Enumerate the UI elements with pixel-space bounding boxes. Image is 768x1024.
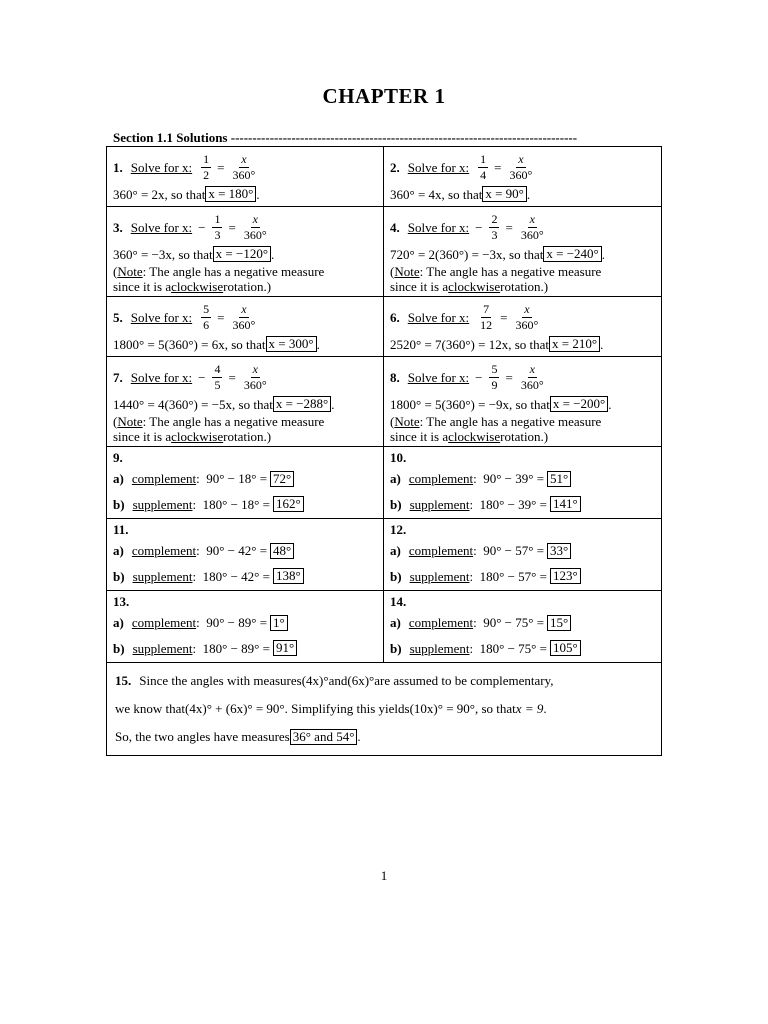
- fraction-denominator: 360°: [509, 167, 533, 182]
- boxed-answer: 48°: [270, 543, 294, 559]
- table-row: [107, 147, 661, 207]
- solution-cell: [384, 147, 661, 206]
- fraction-numerator: x: [252, 211, 258, 226]
- note-text: rotation.): [500, 429, 549, 444]
- instruction: Solve for x:: [130, 309, 193, 325]
- supplement-label: supplement: [409, 640, 470, 656]
- supplement-label: supplement: [409, 568, 470, 584]
- colon: :: [192, 568, 203, 584]
- instruction: Solve for x:: [130, 369, 193, 385]
- complement-line: [390, 609, 655, 636]
- part-label: b): [113, 496, 125, 512]
- note-text: rotation.): [223, 429, 272, 444]
- solution-cell: [384, 357, 661, 446]
- complement-expression: 90° − 89° =: [206, 615, 268, 630]
- problem-line: [113, 150, 377, 184]
- note-text: rotation.): [223, 279, 272, 294]
- fraction-right: [513, 303, 540, 332]
- solutions-table: [106, 146, 662, 756]
- fraction-denominator: 4: [480, 167, 487, 182]
- complement-expression: 90° − 39° =: [483, 471, 545, 486]
- problem-number: 8.: [390, 369, 400, 385]
- problem-number: 6.: [390, 309, 400, 325]
- fraction-left: [489, 213, 499, 242]
- complement-expression: 90° − 75° =: [483, 615, 545, 630]
- instruction: Solve for x:: [130, 159, 193, 175]
- supplement-label: supplement: [409, 496, 470, 512]
- boxed-answer: 15°: [547, 615, 571, 631]
- work-line: [113, 394, 377, 414]
- fraction-numerator: 4: [214, 361, 221, 376]
- comp-supp-cell: [107, 519, 384, 590]
- equation: (10x)° = 90°: [409, 701, 475, 716]
- boxed-answer: 141°: [550, 496, 581, 512]
- fraction-left: [212, 363, 222, 392]
- boxed-answer: 105°: [550, 640, 581, 656]
- solution-cell: [107, 147, 384, 206]
- equals-sign: =: [228, 369, 236, 385]
- problem-line: [390, 300, 655, 334]
- work-text: 360° = 4x, so that: [390, 186, 483, 202]
- solution-cell: [107, 297, 384, 356]
- fraction-denominator: 3: [491, 227, 498, 242]
- fraction-right: [519, 213, 546, 242]
- colon: :: [196, 471, 207, 486]
- complement-line: [113, 465, 377, 492]
- supplement-line: [113, 564, 377, 588]
- part-label: b): [390, 496, 402, 512]
- comp-supp-cell: [107, 447, 384, 518]
- fraction-numerator: x: [529, 361, 535, 376]
- problem-line: [113, 450, 377, 465]
- problem-line: [390, 522, 655, 537]
- solution-cell: [107, 357, 384, 446]
- problem-text: and: [328, 673, 348, 688]
- complement-line: [113, 537, 377, 564]
- solution-value: x = 9: [515, 701, 544, 716]
- note-line: [113, 414, 377, 429]
- fraction-left: [201, 303, 211, 332]
- instruction: Solve for x:: [407, 309, 470, 325]
- work-line: [113, 334, 377, 354]
- problem-text: So, the two angles have measures: [115, 729, 290, 744]
- fraction-right: [242, 363, 269, 392]
- negative-sign: −: [475, 219, 483, 235]
- open-paren: (: [113, 414, 118, 429]
- problem-text: . Simplifying this yields: [284, 701, 410, 716]
- fraction-numerator: 1: [480, 151, 487, 166]
- fraction-denominator: 360°: [520, 227, 544, 242]
- problem-line: [113, 594, 377, 609]
- supplement-expression: 180° − 18° =: [202, 496, 270, 512]
- work-text: 2520° = 7(360°) = 12x, so that: [390, 336, 550, 352]
- complement-label: complement: [131, 615, 197, 630]
- work-text: 1800° = 5(360°) = −9x, so that: [390, 396, 550, 412]
- fraction-numerator: 1: [214, 211, 221, 226]
- problem-line: [113, 360, 377, 394]
- boxed-answer: 72°: [270, 471, 294, 487]
- colon: :: [473, 543, 484, 558]
- equals-sign: =: [494, 159, 502, 175]
- boxed-answer: x = 300°: [266, 336, 317, 352]
- period: .: [608, 396, 612, 412]
- boxed-answer: x = −288°: [273, 396, 331, 412]
- note-label: Note: [117, 264, 143, 279]
- boxed-answer: 123°: [550, 568, 581, 584]
- fraction-numerator: x: [241, 301, 247, 316]
- part-label: a): [113, 543, 124, 558]
- fraction-left: [212, 213, 222, 242]
- problem-number: 1.: [113, 159, 123, 175]
- problem-line: [390, 594, 655, 609]
- boxed-answer: 91°: [273, 640, 297, 656]
- fraction-denominator: 360°: [243, 227, 267, 242]
- part-label: a): [113, 471, 124, 486]
- supplement-line: [113, 636, 377, 660]
- complement-label: complement: [131, 471, 197, 486]
- part-label: a): [390, 615, 401, 630]
- part-label: b): [113, 568, 125, 584]
- work-text: 1440° = 4(360°) = −5x, so that: [113, 396, 273, 412]
- colon: :: [469, 568, 480, 584]
- boxed-answer: x = −240°: [543, 246, 601, 262]
- fraction-denominator: 360°: [520, 377, 544, 392]
- note-label: Note: [117, 414, 143, 429]
- fraction-numerator: 1: [203, 151, 210, 166]
- fraction-numerator: 7: [483, 301, 490, 316]
- instruction: Solve for x:: [407, 159, 470, 175]
- fraction-denominator: 6: [203, 317, 210, 332]
- problem-text: we know that: [115, 701, 186, 716]
- page-number: 1: [380, 868, 388, 883]
- problem-number: 13.: [113, 594, 130, 609]
- fraction-right: [507, 153, 534, 182]
- angle-expression: (6x)°: [347, 673, 375, 688]
- boxed-answer: 33°: [547, 543, 571, 559]
- work-line: [390, 184, 655, 204]
- solution-cell: [107, 207, 384, 296]
- colon: :: [192, 496, 203, 512]
- problem-line: [115, 667, 653, 695]
- fraction-denominator: 5: [214, 377, 221, 392]
- colon: :: [473, 471, 484, 486]
- boxed-answer: x = 210°: [549, 336, 600, 352]
- table-row: [107, 447, 661, 519]
- note-underlined: clockwise: [171, 279, 224, 294]
- work-line: [113, 184, 377, 204]
- comp-supp-cell: [107, 591, 384, 662]
- problem-line: [115, 695, 653, 723]
- note-line: [390, 264, 655, 279]
- complement-line: [390, 537, 655, 564]
- complement-line: [113, 609, 377, 636]
- problem-line: [113, 210, 377, 244]
- note-text: since it is a: [390, 429, 449, 444]
- note-line: [113, 279, 377, 294]
- period: .: [357, 729, 361, 744]
- equals-sign: =: [228, 219, 236, 235]
- note-text: since it is a: [390, 279, 449, 294]
- period: .: [601, 246, 605, 262]
- problem-number: 9.: [113, 450, 123, 465]
- problem-number: 15.: [115, 673, 132, 688]
- boxed-answer: 162°: [273, 496, 304, 512]
- note-line: [113, 429, 377, 444]
- supplement-line: [390, 492, 655, 516]
- note-text: since it is a: [113, 429, 172, 444]
- table-row: [107, 297, 661, 357]
- equals-sign: =: [505, 219, 513, 235]
- colon: :: [196, 543, 207, 558]
- boxed-answer: x = 90°: [482, 186, 527, 202]
- negative-sign: −: [198, 219, 206, 235]
- note-line: [113, 264, 377, 279]
- note-line: [390, 279, 655, 294]
- fraction-denominator: 2: [203, 167, 210, 182]
- part-label: a): [113, 615, 124, 630]
- complement-expression: 90° − 18° =: [206, 471, 268, 486]
- complement-expression: 90° − 57° =: [483, 543, 545, 558]
- supplement-expression: 180° − 75° =: [479, 640, 547, 656]
- fraction-denominator: 9: [491, 377, 498, 392]
- instruction: Solve for x:: [407, 219, 470, 235]
- fraction-denominator: 360°: [232, 317, 256, 332]
- period: .: [526, 186, 531, 202]
- period: .: [543, 701, 547, 716]
- note-label: Note: [394, 414, 420, 429]
- fraction-denominator: 12: [480, 317, 493, 332]
- solution-cell: [384, 297, 661, 356]
- equals-sign: =: [217, 159, 225, 175]
- part-label: a): [390, 543, 401, 558]
- problem-number: 10.: [390, 450, 407, 465]
- problem-15-cell: [107, 663, 661, 755]
- complement-expression: 90° − 42° =: [206, 543, 268, 558]
- instruction: Solve for x:: [407, 369, 470, 385]
- fraction-denominator: 360°: [515, 317, 539, 332]
- boxed-answer: 36° and 54°: [290, 729, 358, 745]
- angle-expression: (4x)°: [301, 673, 329, 688]
- fraction-left: [201, 153, 211, 182]
- work-line: [390, 334, 655, 354]
- problem-number: 4.: [390, 219, 400, 235]
- part-label: b): [390, 640, 402, 656]
- equals-sign: =: [217, 309, 225, 325]
- colon: :: [192, 640, 203, 656]
- supplement-expression: 180° − 89° =: [202, 640, 270, 656]
- work-text: 360° = −3x, so that: [113, 246, 213, 262]
- fraction-numerator: x: [518, 151, 524, 166]
- complement-line: [390, 465, 655, 492]
- supplement-line: [390, 636, 655, 660]
- fraction-left: [478, 153, 488, 182]
- solution-cell: [384, 207, 661, 296]
- period: .: [600, 336, 604, 352]
- supplement-label: supplement: [132, 568, 193, 584]
- boxed-answer: 51°: [547, 471, 571, 487]
- part-label: b): [390, 568, 402, 584]
- problem-number: 2.: [390, 159, 400, 175]
- problem-line: [390, 150, 655, 184]
- equals-sign: =: [500, 309, 508, 325]
- fraction-right: [242, 213, 269, 242]
- problem-number: 3.: [113, 219, 123, 235]
- problem-number: 12.: [390, 522, 407, 537]
- problem-text: Since the angles with measures: [139, 673, 302, 688]
- problem-line: [113, 300, 377, 334]
- work-line: [390, 244, 655, 264]
- period: .: [271, 246, 275, 262]
- note-underlined: clockwise: [448, 429, 501, 444]
- supplement-expression: 180° − 42° =: [202, 568, 270, 584]
- boxed-answer: 1°: [270, 615, 288, 631]
- colon: :: [196, 615, 207, 630]
- table-row: [107, 591, 661, 663]
- note-text: : The angle has a negative measure: [419, 414, 602, 429]
- part-label: a): [390, 471, 401, 486]
- problem-number: 11.: [113, 522, 129, 537]
- note-text: : The angle has a negative measure: [419, 264, 602, 279]
- fraction-denominator: 3: [214, 227, 221, 242]
- colon: :: [469, 640, 480, 656]
- complement-label: complement: [131, 543, 197, 558]
- fraction-right: [230, 303, 257, 332]
- table-row: [107, 357, 661, 447]
- section-header: Section 1.1 Solutions --------------------------------------------------------------------------------: [113, 130, 578, 145]
- comp-supp-cell: [384, 591, 661, 662]
- negative-sign: −: [198, 369, 206, 385]
- negative-sign: −: [475, 369, 483, 385]
- fraction-left: [478, 303, 494, 332]
- open-paren: (: [390, 264, 395, 279]
- fraction-numerator: 2: [491, 211, 498, 226]
- fraction-numerator: x: [241, 151, 247, 166]
- table-row: [107, 207, 661, 297]
- boxed-answer: x = −120°: [213, 246, 271, 262]
- complement-label: complement: [408, 471, 474, 486]
- problem-line: [390, 360, 655, 394]
- period: .: [256, 186, 260, 202]
- boxed-answer: x = 180°: [205, 186, 256, 202]
- period: .: [316, 336, 320, 352]
- period: .: [331, 396, 335, 412]
- problem-line: [113, 522, 377, 537]
- fraction-right: [519, 363, 546, 392]
- fraction-denominator: 360°: [232, 167, 256, 182]
- fraction-numerator: x: [252, 361, 258, 376]
- fraction-right: [230, 153, 257, 182]
- problem-number: 7.: [113, 369, 123, 385]
- problem-number: 5.: [113, 309, 123, 325]
- note-line: [390, 429, 655, 444]
- colon: :: [473, 615, 484, 630]
- problem-text: are assumed to be complementary,: [374, 673, 554, 688]
- equals-sign: =: [505, 369, 513, 385]
- note-label: Note: [394, 264, 420, 279]
- work-text: 720° = 2(360°) = −3x, so that: [390, 246, 544, 262]
- note-text: : The angle has a negative measure: [142, 264, 325, 279]
- note-underlined: clockwise: [171, 429, 224, 444]
- supplement-line: [390, 564, 655, 588]
- fraction-numerator: 5: [203, 301, 210, 316]
- note-line: [390, 414, 655, 429]
- supplement-expression: 180° − 39° =: [479, 496, 547, 512]
- work-line: [113, 244, 377, 264]
- fraction-numerator: x: [524, 301, 530, 316]
- supplement-expression: 180° − 57° =: [479, 568, 547, 584]
- equation: (4x)° + (6x)° = 90°: [185, 701, 285, 716]
- table-row: [107, 663, 661, 755]
- instruction: Solve for x:: [130, 219, 193, 235]
- work-text: 360° = 2x, so that: [113, 186, 206, 202]
- chapter-title: CHAPTER 1: [322, 84, 446, 108]
- problem-line: [390, 450, 655, 465]
- boxed-answer: 138°: [273, 568, 304, 584]
- comp-supp-cell: [384, 519, 661, 590]
- problem-number: 14.: [390, 594, 407, 609]
- note-text: rotation.): [500, 279, 549, 294]
- boxed-answer: x = −200°: [550, 396, 608, 412]
- problem-text: , so that: [474, 701, 516, 716]
- fraction-numerator: x: [529, 211, 535, 226]
- supplement-line: [113, 492, 377, 516]
- fraction-denominator: 360°: [243, 377, 267, 392]
- work-line: [390, 394, 655, 414]
- problem-line: [115, 723, 653, 751]
- comp-supp-cell: [384, 447, 661, 518]
- supplement-label: supplement: [132, 640, 193, 656]
- note-underlined: clockwise: [448, 279, 501, 294]
- complement-label: complement: [408, 615, 474, 630]
- complement-label: complement: [408, 543, 474, 558]
- open-paren: (: [113, 264, 118, 279]
- problem-line: [390, 210, 655, 244]
- work-text: 1800° = 5(360°) = 6x, so that: [113, 336, 266, 352]
- supplement-label: supplement: [132, 496, 193, 512]
- fraction-numerator: 5: [491, 361, 498, 376]
- colon: :: [469, 496, 480, 512]
- fraction-left: [489, 363, 499, 392]
- note-text: : The angle has a negative measure: [142, 414, 325, 429]
- part-label: b): [113, 640, 125, 656]
- table-row: [107, 519, 661, 591]
- open-paren: (: [390, 414, 395, 429]
- note-text: since it is a: [113, 279, 172, 294]
